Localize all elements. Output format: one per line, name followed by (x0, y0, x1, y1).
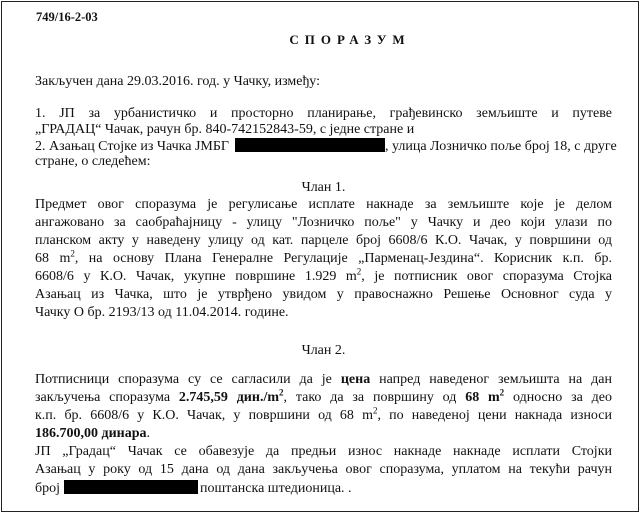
party-1-line-1: 1. ЈП за урбанистичко и просторно планирање, грађевинско земљиште и путеве (35, 106, 612, 121)
article-1-line-3: планском акту у наведену улицу од кат. парцеле број 6608/6 К.О. Чачак, у површини од (35, 233, 612, 248)
article-1-line-5 (35, 266, 613, 285)
article-1-line-5-text: , је потписник овог споразума Стојка (361, 269, 613, 284)
total-amount-period: . (146, 426, 151, 441)
price-label: цена (340, 372, 371, 387)
party-2-line-1 (35, 138, 617, 155)
article-2-line-3-text-a: к.п. бр. 6608/6 у К.О. Чачак, у површини од 68 m (35, 408, 373, 423)
article-2-line-3-exponent: 2 (372, 405, 378, 416)
article-1-line-1: Предмет овог споразума је регулисање исплате накнаде за земљиште које је делом (35, 197, 612, 212)
account-label: број (35, 481, 61, 496)
redacted-jmbg (235, 138, 385, 152)
total-amount: 186.700,00 динара (35, 426, 147, 441)
article-2-line-2-text-a: закључења споразума (35, 390, 179, 405)
article-2-line-7 (35, 480, 612, 497)
article-1-line-7: Чачку О бр. 2193/13 од 11.04.2014. године. (35, 305, 289, 320)
document-page (1, 1, 639, 512)
area-bold: 68 m (465, 390, 500, 405)
party-2-line-2: стране, о следећем: (35, 154, 151, 169)
article-2-line-6: Азањац у року од 15 дана од дана закључења овог споразума, уплатом на текући рачун (35, 462, 612, 477)
area-bold-exponent: 2 (499, 387, 505, 398)
article-1-line-4-text: , на основу Плана Генералне Регулације „Парменац-Јездина“. Корисник к.п. бр. (74, 251, 612, 266)
account-bank: поштанска штедионица. . (200, 481, 352, 496)
area-value: 68 m (35, 251, 71, 266)
article-1-line-6: Азањац из Чачка, што је утврђено увидом у правоснажно Решење Основног суда у (35, 287, 612, 302)
party-1-line-2: „ГРАДАЦ“ Чачак, рачун бр. 840-742152843-59, с једне стране и (35, 122, 415, 137)
article-2-line-2-text-c: односно за део (504, 390, 612, 405)
total-area-exponent: 2 (356, 266, 362, 277)
article-1-heading: Члан 1. (301, 180, 346, 195)
document-number: 749/16-2-03 (36, 10, 98, 24)
price-exponent: 2 (279, 387, 284, 398)
article-1-line-4 (35, 248, 612, 267)
price-per-m2: 2.745,59 дин./m (178, 390, 279, 405)
article-2-line-5: ЈП „Градац“ Чачак се обавезује да предњи износ накнаде накнаде исплати Стојки (35, 444, 612, 459)
article-2-line-4 (35, 426, 612, 442)
article-2-line-3-text-b: , по наведеној цени накнада износи (377, 408, 612, 423)
intro-line: Закључен дана 29.03.2016. год. у Чачку, између: (35, 74, 320, 89)
document-title: СПОРАЗУМ (289, 32, 411, 47)
party-2-address: , улица Лозничко поље број 18, с друге (384, 139, 617, 154)
article-2-heading: Члан 2. (301, 343, 346, 358)
article-2-line-2 (35, 387, 612, 406)
article-2-line-2-text-b: , тако да за површину од (283, 390, 466, 405)
redacted-account-number (64, 480, 198, 494)
article-1-line-2: ангажовано за саобраћајницу - улицу "Лозничко поље" у Чачку и део који улази по (35, 215, 612, 230)
article-2-line-1-text-b: напред наведеног земљишта на дан (370, 372, 613, 387)
party-2-name: 2. Азањац Стојке из Чачка ЈМБГ (35, 139, 229, 154)
article-2-line-3 (35, 405, 612, 424)
total-area-text: 6608/6 у К.О. Чачак, укупне површине 1.929 m (35, 269, 357, 284)
article-2-line-1 (35, 372, 612, 388)
article-2-line-1-text-a: Потписници споразума су се сагласили да је (35, 372, 341, 387)
area-exponent: 2 (70, 248, 75, 259)
